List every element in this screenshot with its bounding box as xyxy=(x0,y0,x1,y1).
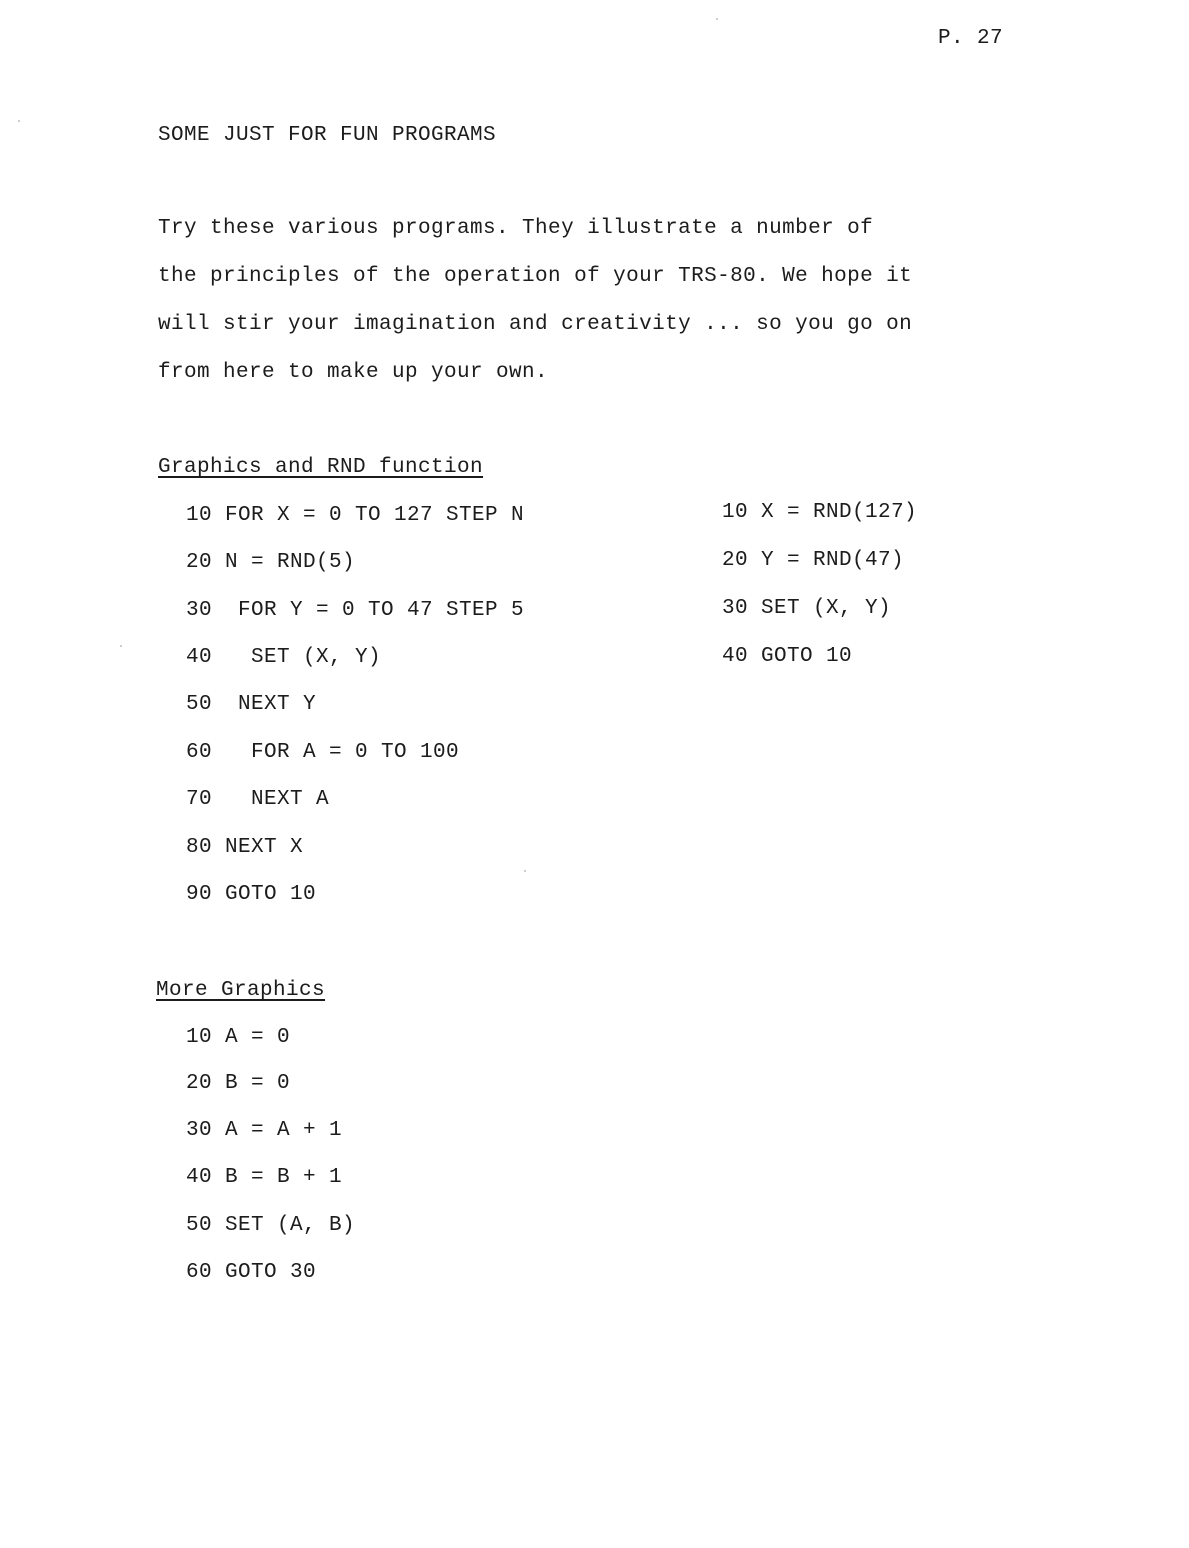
intro-line: Try these various programs. They illustrate a number of xyxy=(158,217,874,240)
code-line: 50 SET (A, B) xyxy=(186,1214,356,1237)
code-line: 20 N = RND(5) xyxy=(186,551,356,574)
code-line: 60 GOTO 30 xyxy=(186,1261,317,1284)
code-line: 10 A = 0 xyxy=(186,1026,291,1049)
section-heading-graphics-rnd: Graphics and RND function xyxy=(158,456,484,479)
code-line: 10 FOR X = 0 TO 127 STEP N xyxy=(186,504,525,527)
code-line: 20 Y = RND(47) xyxy=(722,549,905,572)
intro-line: from here to make up your own. xyxy=(158,361,549,384)
code-line: 60 FOR A = 0 TO 100 xyxy=(186,741,460,764)
code-line: 70 NEXT A xyxy=(186,788,330,811)
scan-speck xyxy=(524,870,526,872)
intro-line: the principles of the operation of your TRS-80. We hope it xyxy=(158,265,913,288)
code-line: 40 B = B + 1 xyxy=(186,1166,343,1189)
scan-speck xyxy=(18,120,20,122)
code-line: 30 FOR Y = 0 TO 47 STEP 5 xyxy=(186,599,525,622)
code-line: 30 A = A + 1 xyxy=(186,1119,343,1142)
code-line: 40 SET (X, Y) xyxy=(186,646,382,669)
code-line: 10 X = RND(127) xyxy=(722,501,918,524)
code-line: 50 NEXT Y xyxy=(186,693,317,716)
code-line: 80 NEXT X xyxy=(186,836,304,859)
scan-speck xyxy=(716,18,718,20)
code-line: 90 GOTO 10 xyxy=(186,883,317,906)
page-title: SOME JUST FOR FUN PROGRAMS xyxy=(158,124,497,147)
scan-speck xyxy=(120,645,122,647)
section-heading-more-graphics: More Graphics xyxy=(156,979,326,1002)
page-number: P. 27 xyxy=(938,27,1004,50)
code-line: 40 GOTO 10 xyxy=(722,645,853,668)
code-line: 20 B = 0 xyxy=(186,1072,291,1095)
code-line: 30 SET (X, Y) xyxy=(722,597,892,620)
intro-line: will stir your imagination and creativity ... so you go on xyxy=(158,313,913,336)
